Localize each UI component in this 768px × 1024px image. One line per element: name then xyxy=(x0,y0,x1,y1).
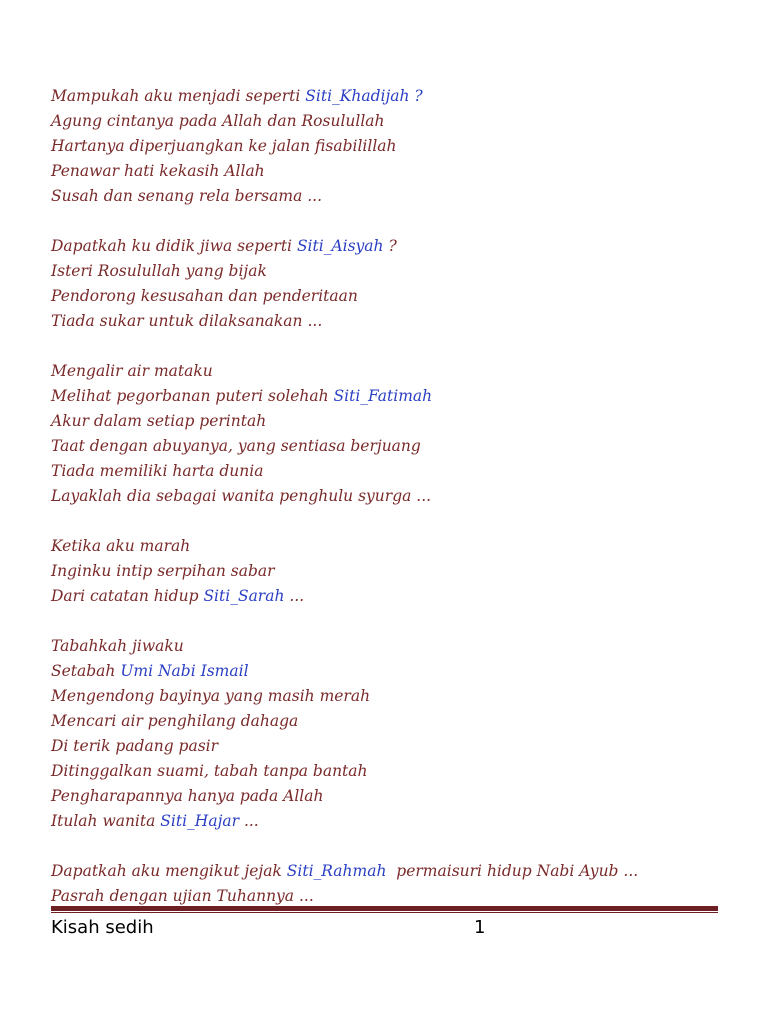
line-text: Mampukah aku menjadi seperti xyxy=(51,87,306,105)
highlighted-name: Siti_Fatimah xyxy=(333,387,433,405)
poem-line xyxy=(51,634,731,659)
line-text: ? xyxy=(383,237,397,255)
stanza xyxy=(51,859,731,909)
line-text: Susah dan senang rela bersama ... xyxy=(51,187,323,205)
line-text: Itulah wanita xyxy=(51,812,161,830)
highlighted-name: Umi Nabi Ismail xyxy=(120,662,249,680)
poem-line xyxy=(51,559,731,584)
poem-line xyxy=(51,659,731,684)
footer-rule-thick xyxy=(51,906,718,911)
line-text: Mengendong bayinya yang masih merah xyxy=(51,687,371,705)
line-text: Mengalir air mataku xyxy=(51,362,213,380)
highlighted-name: ? xyxy=(409,87,423,105)
highlighted-name: Siti_Sarah xyxy=(203,587,285,605)
poem-line xyxy=(51,784,731,809)
poem-line xyxy=(51,134,731,159)
stanza-gap xyxy=(51,834,731,859)
poem-line xyxy=(51,159,731,184)
line-text: Pasrah dengan ujian Tuhannya ... xyxy=(51,887,314,905)
poem-line xyxy=(51,809,731,834)
poem-line xyxy=(51,484,731,509)
highlighted-name: Siti_Rahmah xyxy=(286,862,387,880)
line-text: Tabahkah jiwaku xyxy=(51,637,184,655)
line-text: Hartanya diperjuangkan ke jalan fisabilillah xyxy=(51,137,397,155)
footer-rule xyxy=(51,906,718,914)
line-text: Ketika aku marah xyxy=(51,537,191,555)
line-text: Agung cintanya pada Allah dan Rosulullah xyxy=(51,112,385,130)
stanza-gap xyxy=(51,209,731,234)
line-text: ... xyxy=(284,587,305,605)
footer-title: Kisah sedih xyxy=(51,917,154,938)
line-text: Setabah xyxy=(51,662,121,680)
line-text: Dari catatan hidup xyxy=(51,587,204,605)
stanza-gap xyxy=(51,609,731,634)
highlighted-name: Siti_Aisyah xyxy=(296,237,384,255)
poem-line xyxy=(51,309,731,334)
stanza xyxy=(51,634,731,834)
poem-body xyxy=(51,84,731,909)
poem-line xyxy=(51,409,731,434)
poem-line xyxy=(51,84,731,109)
stanza xyxy=(51,84,731,209)
line-text: Dapatkah aku mengikut jejak xyxy=(51,862,287,880)
stanza xyxy=(51,234,731,334)
line-text: Penawar hati kekasih Allah xyxy=(51,162,265,180)
poem-line xyxy=(51,184,731,209)
poem-line xyxy=(51,684,731,709)
line-text: Di terik padang pasir xyxy=(51,737,219,755)
poem-line xyxy=(51,759,731,784)
line-text: Taat dengan abuyanya, yang sentiasa berjuang xyxy=(51,437,421,455)
stanza-gap xyxy=(51,509,731,534)
page-number: 1 xyxy=(474,917,486,938)
line-text: Layaklah dia sebagai wanita penghulu syurga ... xyxy=(51,487,432,505)
highlighted-name: Siti_Khadijah xyxy=(305,87,410,105)
poem-line xyxy=(51,534,731,559)
line-text: Isteri Rosulullah yang bijak xyxy=(51,262,267,280)
line-text: Pengharapannya hanya pada Allah xyxy=(51,787,324,805)
line-text: Tiada sukar untuk dilaksanakan ... xyxy=(51,312,323,330)
poem-line xyxy=(51,434,731,459)
poem-line xyxy=(51,109,731,134)
footer-rule-thin xyxy=(51,912,718,913)
line-text: ... xyxy=(239,812,259,830)
line-text: Mencari air penghilang dahaga xyxy=(51,712,299,730)
highlighted-name: Siti_Hajar xyxy=(160,812,240,830)
line-text: Ditinggalkan suami, tabah tanpa bantah xyxy=(51,762,368,780)
poem-line xyxy=(51,234,731,259)
poem-line xyxy=(51,734,731,759)
poem-line xyxy=(51,384,731,409)
stanza xyxy=(51,534,731,609)
line-text: Tiada memiliki harta dunia xyxy=(51,462,264,480)
line-text: Inginku intip serpihan sabar xyxy=(51,562,275,580)
poem-line xyxy=(51,284,731,309)
line-text: Pendorong kesusahan dan penderitaan xyxy=(51,287,358,305)
poem-line xyxy=(51,459,731,484)
line-text: Dapatkah ku didik jiwa seperti xyxy=(51,237,297,255)
line-text: Akur dalam setiap perintah xyxy=(51,412,267,430)
poem-line xyxy=(51,709,731,734)
poem-line xyxy=(51,259,731,284)
stanza xyxy=(51,359,731,509)
poem-line xyxy=(51,584,731,609)
poem-line xyxy=(51,359,731,384)
line-text: Melihat pegorbanan puteri solehah xyxy=(51,387,334,405)
poem-line xyxy=(51,859,731,884)
line-text: permaisuri hidup Nabi Ayub ... xyxy=(386,862,639,880)
stanza-gap xyxy=(51,334,731,359)
